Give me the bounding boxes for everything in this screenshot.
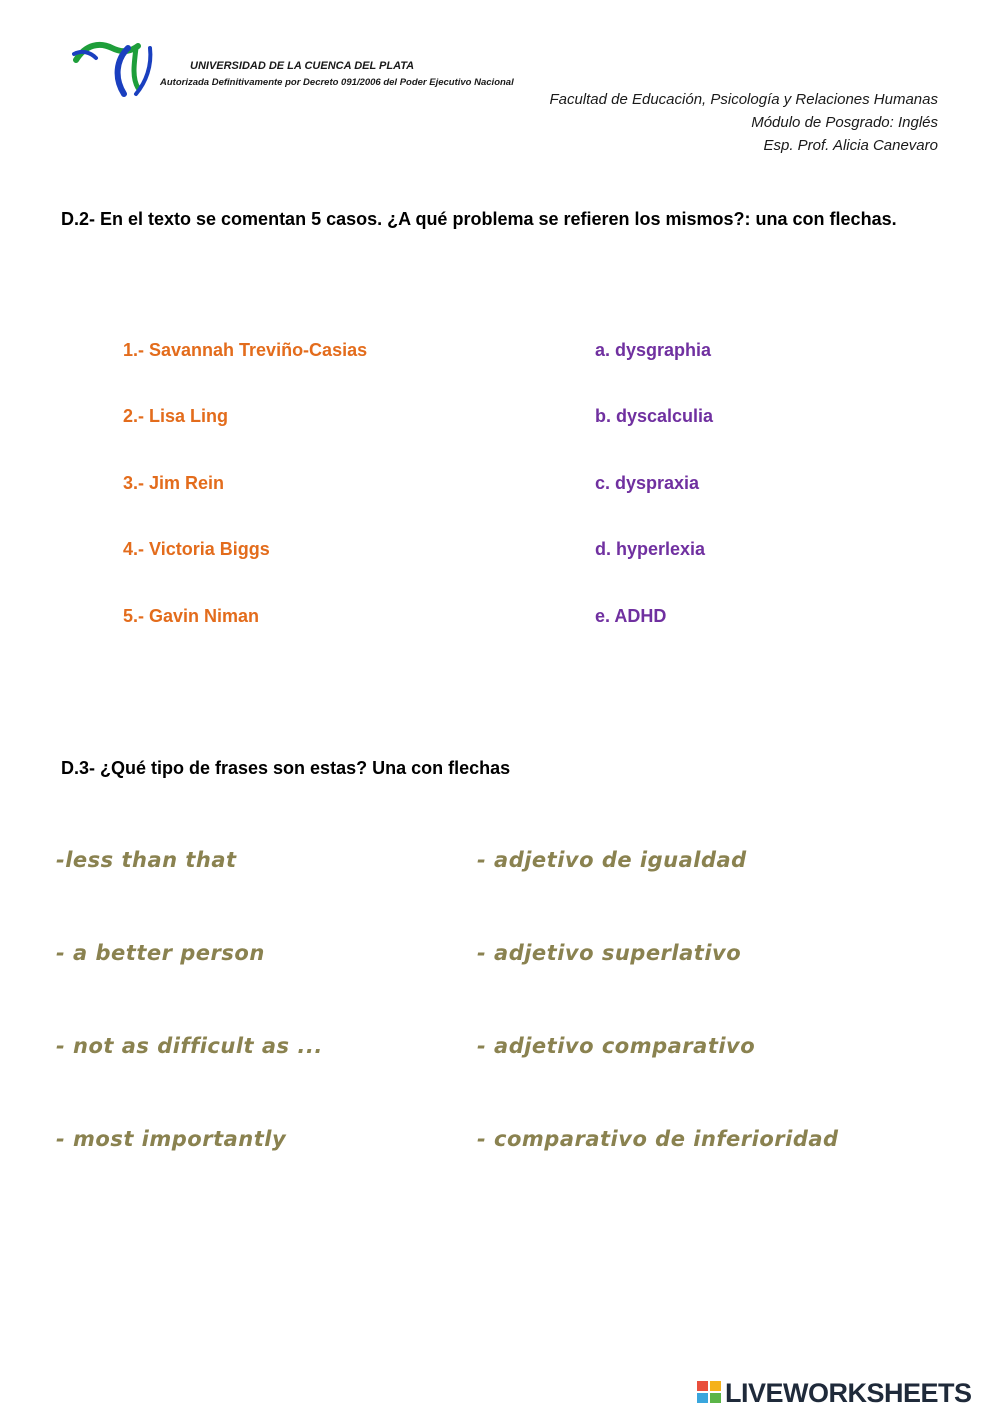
professor-name: Esp. Prof. Alicia Canevaro xyxy=(763,137,938,154)
university-subtitle: Autorizada Definitivamente por Decreto 091/2006 del Poder Ejecutivo Nacional xyxy=(160,77,514,88)
faculty-name: Facultad de Educación, Psicología y Relaciones Humanas xyxy=(549,91,938,108)
d2-option-a[interactable]: a. dysgraphia xyxy=(595,340,712,360)
d3-phrase-4[interactable]: - most importantly xyxy=(56,1127,287,1151)
d2-option-b[interactable]: b. dyscalculia xyxy=(595,406,714,426)
liveworksheets-icon xyxy=(697,1381,723,1405)
liveworksheets-brand: LIVEWORKSHEETS xyxy=(725,1378,972,1408)
d2-option-d[interactable]: d. hyperlexia xyxy=(595,539,706,559)
d3-instruction: D.3- ¿Qué tipo de frases son estas? Una con flechas xyxy=(61,758,511,778)
university-name: UNIVERSIDAD DE LA CUENCA DEL PLATA xyxy=(190,60,415,72)
d2-name-1[interactable]: 1.- Savannah Treviño-Casias xyxy=(123,340,368,360)
d2-instruction: D.2- En el texto se comentan 5 casos. ¿A qué problema se refieren los mismos?: una con flechas. xyxy=(61,209,897,229)
d3-type-4[interactable]: - comparativo de inferioridad xyxy=(477,1127,839,1151)
d2-name-3[interactable]: 3.- Jim Rein xyxy=(123,473,225,493)
d3-type-3[interactable]: - adjetivo comparativo xyxy=(477,1034,756,1058)
d3-phrase-3[interactable]: - not as difficult as ... xyxy=(56,1034,323,1058)
d2-name-5[interactable]: 5.- Gavin Niman xyxy=(123,606,260,626)
liveworksheets-logo xyxy=(697,1378,997,1408)
d2-option-e[interactable]: e. ADHD xyxy=(595,606,667,626)
university-wave-logo-icon xyxy=(72,38,158,100)
module-name: Módulo de Posgrado: Inglés xyxy=(751,114,938,131)
d2-option-c[interactable]: c. dyspraxia xyxy=(595,473,700,493)
d3-type-1[interactable]: - adjetivo de igualdad xyxy=(477,848,747,872)
d3-phrase-1[interactable]: -less than that xyxy=(56,848,237,872)
d3-phrase-2[interactable]: - a better person xyxy=(56,941,265,965)
d3-type-2[interactable]: - adjetivo superlativo xyxy=(477,941,742,965)
d2-name-4[interactable]: 4.- Victoria Biggs xyxy=(123,539,270,559)
d2-name-2[interactable]: 2.- Lisa Ling xyxy=(123,406,229,426)
